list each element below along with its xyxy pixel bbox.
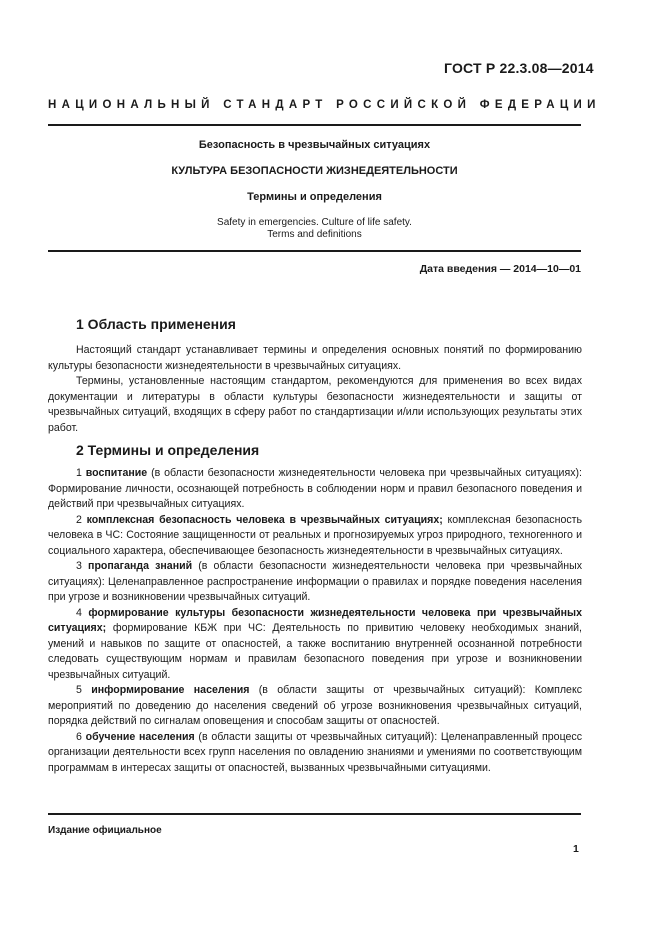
term-entry-6: 6 обучение населения (в области защиты от чрезвычайных ситуаций): Целенаправленный процесс организации деятельности всех групп населения по овладению знаниями и умениями по соответствующим программам в интересах защиты от опасностей, вызванных чрезвычайными ситуациями.: [48, 730, 583, 774]
national-standard-banner: НАЦИОНАЛЬНЫЙ СТАНДАРТ РОССИЙСКОЙ ФЕДЕРАЦИИ: [48, 99, 601, 111]
term-entry-1: 1 воспитание (в области безопасности жизнедеятельности человека при чрезвычайных ситуациях): Формирование личности, осознающей потребность в соблюдении норм и правил безопасного поведения и действий при чрезвычайных ситуациях.: [48, 467, 582, 510]
footer-divider: [48, 813, 581, 815]
standard-number: ГОСТ Р 22.3.08—2014: [444, 60, 594, 76]
english-title-line2: Terms and definitions: [267, 229, 362, 240]
term-name: обучение населения: [85, 730, 195, 743]
term-entry-4: 4 формирование культуры безопасности жизнедеятельности человека при чрезвычайных ситуациях; формирование КБЖ при ЧС: Деятельность по привитию человеку необходимых знаний, умений и навыков по защите от опасностей, а также воспитанию внутренней осознанной потребности следовать существующим нормам и правилам безопасного поведения при угрозе и возникновении чрезвычайных ситуаций.: [48, 606, 582, 681]
term-name: формирование культуры безопасности жизнедеятельности человека при чрезвычайных ситуациях;: [48, 606, 582, 634]
page-number: 1: [573, 843, 579, 855]
term-name: информирование населения: [91, 684, 250, 696]
header-divider-top: [48, 124, 581, 126]
term-entry-5: 5 информирование населения (в области защиты от чрезвычайных ситуаций): Комплекс мероприятий по доведению до населения сведений об угрозе возникновения чрезвычайных ситуаций, порядка действий по сигналам оповещения и способам защиты от опасностей.: [48, 684, 582, 727]
section1-heading: 1 Область применения: [76, 316, 236, 332]
section2-heading: 2 Термины и определения: [76, 442, 260, 458]
document-subtitle: Термины и определения: [247, 191, 382, 203]
section2-body: [48, 466, 582, 776]
section1-paragraph: Термины, установленные настоящим стандартом, рекомендуются для применения во всех видах документации и литературы в области культуры безопасности жизнедеятельности и защиты от чрезвычайных ситуаций, входящих в сферу работ по стандартизации и/или использующих результаты этих работ.: [48, 375, 582, 434]
header-divider-bottom: [48, 250, 581, 252]
official-edition-label: Издание официальное: [48, 825, 162, 836]
intro-date: Дата введения — 2014—10—01: [419, 263, 581, 275]
term-name: воспитание: [85, 467, 148, 479]
english-title-line1: Safety in emergencies. Culture of life safety.: [217, 217, 412, 228]
term-name: комплексная безопасность человека в чрезвычайных ситуациях;: [86, 513, 443, 526]
term-entry-2: 2 комплексная безопасность человека в чрезвычайных ситуациях; комплексная безопасность человека в ЧС: Состояние защищенности от реальных и прогнозируемых угроз природного, техногенного и социального характера, обеспечивающее безопасность жизнедеятельности в чрезвычайных ситуациях.: [48, 513, 583, 557]
term-entry-3: 3 пропаганда знаний (в области безопасности жизнедеятельности человека при чрезвычайных ситуациях): Целенаправленное распространение информации о правилах и порядке поведения населения при угрозе и возникновении чрезвычайных ситуаций.: [48, 560, 582, 603]
section1-body: [48, 343, 582, 436]
section1-paragraph: Настоящий стандарт устанавливает термины и определения основных понятий по формированию культуры безопасности жизнедеятельности в чрезвычайных ситуациях.: [48, 344, 582, 372]
document-main-title: КУЛЬТУРА БЕЗОПАСНОСТИ ЖИЗНЕДЕЯТЕЛЬНОСТИ: [171, 165, 458, 177]
term-name: пропаганда знаний: [88, 560, 193, 572]
document-subject: Безопасность в чрезвычайных ситуациях: [198, 139, 431, 151]
